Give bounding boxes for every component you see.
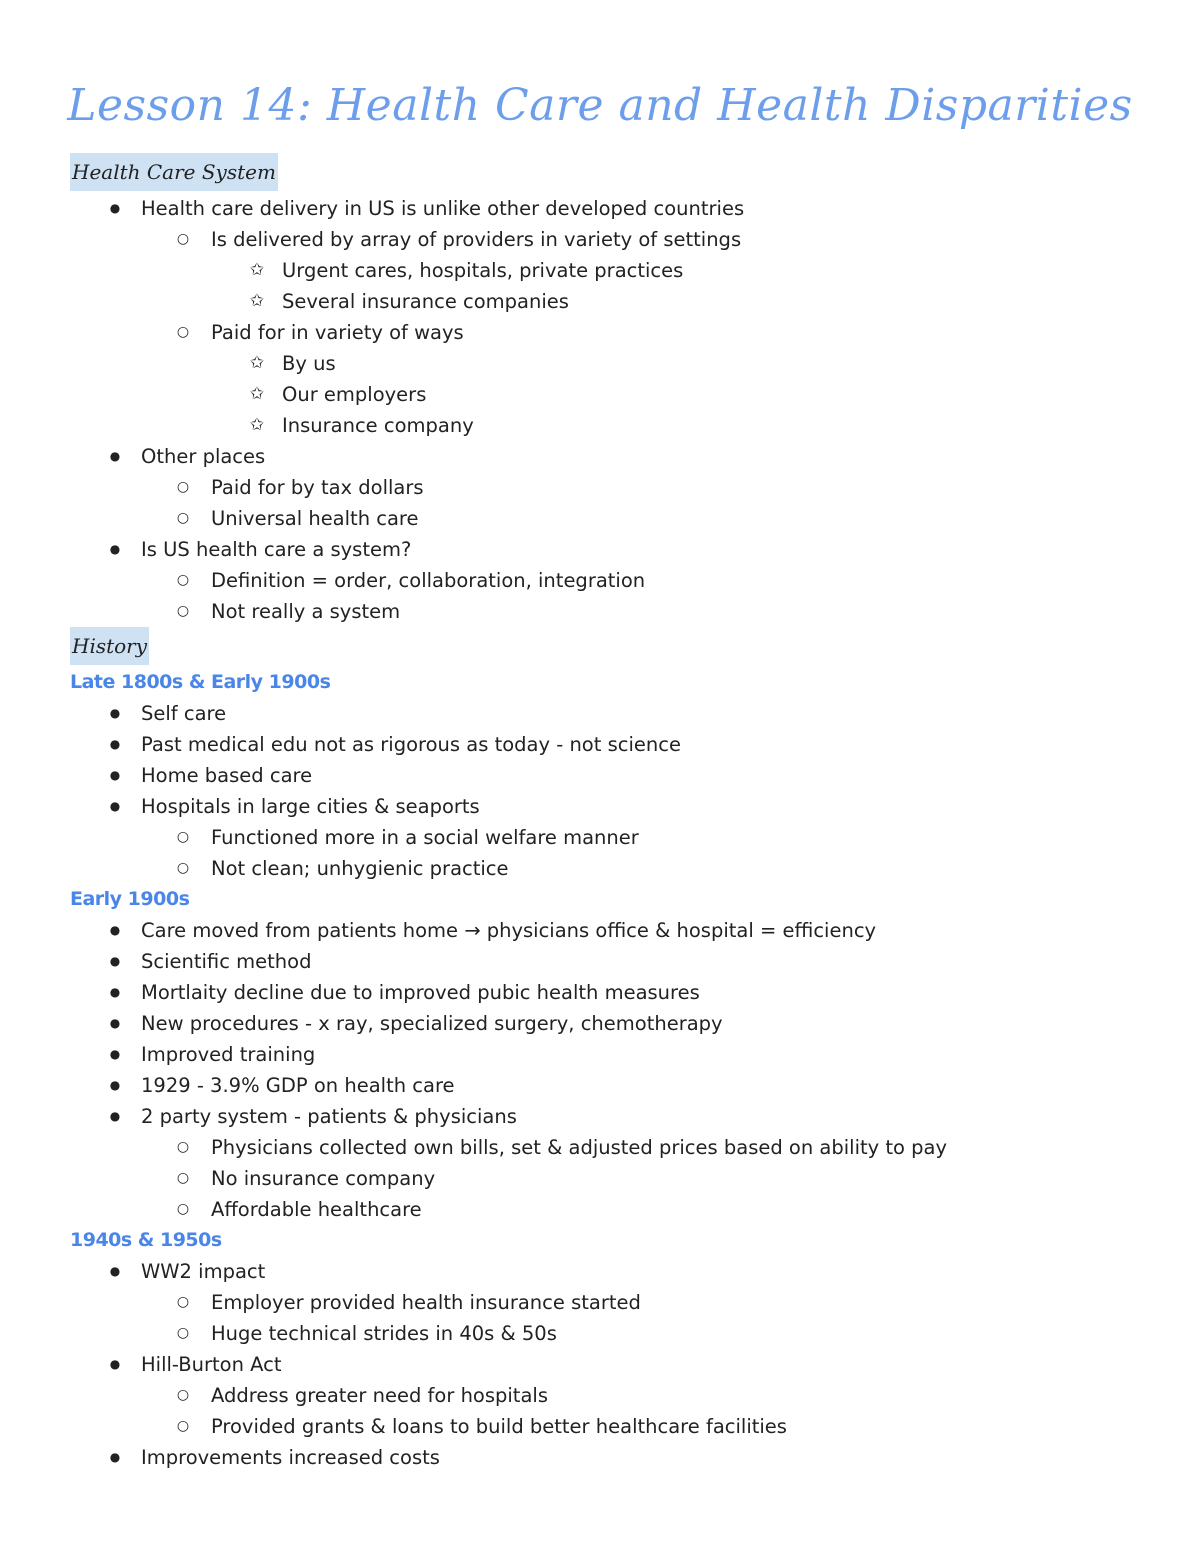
circle-bullet-icon: ○	[176, 324, 190, 340]
list-item-text: Improvements increased costs	[141, 1446, 440, 1469]
list-item	[70, 1132, 1150, 1163]
list-item	[70, 1411, 1150, 1442]
list-item	[70, 1442, 1150, 1473]
bullet-icon: ●	[109, 706, 121, 720]
list-item-text: Insurance company	[282, 414, 474, 437]
list-item-text: Past medical edu not as rigorous as today - not science	[141, 733, 681, 756]
list-item	[70, 379, 1150, 410]
bullet-icon: ●	[109, 737, 121, 751]
list-item	[70, 1163, 1150, 1194]
circle-bullet-icon: ○	[176, 603, 190, 619]
star-bullet-icon: ✩	[249, 353, 265, 373]
list-item	[70, 915, 1150, 946]
section-heading-history: History	[70, 627, 149, 665]
list-item-text: Our employers	[282, 383, 427, 406]
list-item	[70, 534, 1150, 565]
subheading-1940s-1950s: 1940s & 1950s	[70, 1229, 222, 1251]
list-item-text: New procedures - x ray, specialized surgery, chemotherapy	[141, 1012, 723, 1035]
list-item	[70, 1318, 1150, 1349]
list-item	[70, 791, 1150, 822]
list-item	[70, 729, 1150, 760]
list-item-text: Not clean; unhygienic practice	[211, 857, 509, 880]
list-item	[70, 1287, 1150, 1318]
list-item	[70, 1039, 1150, 1070]
list-item	[70, 946, 1150, 977]
list-item	[70, 822, 1150, 853]
list-item	[70, 472, 1150, 503]
star-bullet-icon: ✩	[249, 291, 265, 311]
list-item-text: Urgent cares, hospitals, private practices	[282, 259, 684, 282]
list-item	[70, 853, 1150, 884]
circle-bullet-icon: ○	[176, 860, 190, 876]
list-item-text: Definition = order, collaboration, integration	[211, 569, 646, 592]
circle-bullet-icon: ○	[176, 572, 190, 588]
list-item	[70, 1101, 1150, 1132]
page-title: Lesson 14: Health Care and Health Disparities	[67, 80, 1133, 131]
circle-bullet-icon: ○	[176, 1325, 190, 1341]
list-item	[70, 410, 1150, 441]
list-item	[70, 286, 1150, 317]
list-item-text: Address greater need for hospitals	[211, 1384, 548, 1407]
list-item-text: By us	[282, 352, 336, 375]
star-bullet-icon: ✩	[249, 384, 265, 404]
list-item	[70, 596, 1150, 627]
list-item-text: Self care	[141, 702, 227, 725]
list-item	[70, 503, 1150, 534]
list-item-text: Mortlaity decline due to improved pubic health measures	[141, 981, 700, 1004]
star-bullet-icon: ✩	[249, 415, 265, 435]
list-item-text: Paid for by tax dollars	[211, 476, 424, 499]
list-item-text: Provided grants & loans to build better healthcare facilities	[211, 1415, 787, 1438]
circle-bullet-icon: ○	[176, 1139, 190, 1155]
circle-bullet-icon: ○	[176, 231, 190, 247]
list-item	[70, 1380, 1150, 1411]
list-item-text: Hospitals in large cities & seaports	[141, 795, 480, 818]
list-item-text: Is delivered by array of providers in variety of settings	[211, 228, 742, 251]
list-item-text: Employer provided health insurance started	[211, 1291, 641, 1314]
list-item-text: Hill-Burton Act	[141, 1353, 282, 1376]
list-item	[70, 255, 1150, 286]
circle-bullet-icon: ○	[176, 510, 190, 526]
circle-bullet-icon: ○	[176, 1170, 190, 1186]
star-bullet-icon: ✩	[249, 260, 265, 280]
list-item	[70, 317, 1150, 348]
list-item-text: 1929 - 3.9% GDP on health care	[141, 1074, 455, 1097]
bullet-icon: ●	[109, 768, 121, 782]
notes-body	[70, 153, 1150, 1473]
circle-bullet-icon: ○	[176, 1387, 190, 1403]
list-item	[70, 565, 1150, 596]
list-item-text: Several insurance companies	[282, 290, 569, 313]
list-item-text: Universal health care	[211, 507, 419, 530]
list-item-text: Paid for in variety of ways	[211, 321, 464, 344]
bullet-icon: ●	[109, 1078, 121, 1092]
list-item-text: Improved training	[141, 1043, 316, 1066]
bullet-icon: ●	[109, 799, 121, 813]
bullet-icon: ●	[109, 1450, 121, 1464]
list-item	[70, 348, 1150, 379]
list-item	[70, 1008, 1150, 1039]
bullet-icon: ●	[109, 1357, 121, 1371]
list-item-text: No insurance company	[211, 1167, 436, 1190]
list-item-text: 2 party system - patients & physicians	[141, 1105, 517, 1128]
bullet-icon: ●	[109, 1109, 121, 1123]
circle-bullet-icon: ○	[176, 1201, 190, 1217]
circle-bullet-icon: ○	[176, 1418, 190, 1434]
bullet-icon: ●	[109, 985, 121, 999]
list-item	[70, 977, 1150, 1008]
bullet-icon: ●	[109, 201, 121, 215]
list-item	[70, 224, 1150, 255]
list-item-text: Huge technical strides in 40s & 50s	[211, 1322, 557, 1345]
bullet-icon: ●	[109, 1047, 121, 1061]
list-item-text: Is US health care a system?	[141, 538, 412, 561]
list-item-text: Functioned more in a social welfare manner	[211, 826, 639, 849]
list-item-text: Other places	[141, 445, 266, 468]
list-item	[70, 1070, 1150, 1101]
list-item-text: Not really a system	[211, 600, 401, 623]
subheading-early-1900s: Early 1900s	[70, 888, 190, 910]
list-item-text: Scientific method	[141, 950, 312, 973]
circle-bullet-icon: ○	[176, 829, 190, 845]
subheading-late-1800s: Late 1800s & Early 1900s	[70, 671, 331, 693]
list-item-text: Physicians collected own bills, set & adjusted prices based on ability to pay	[211, 1136, 948, 1159]
bullet-icon: ●	[109, 954, 121, 968]
bullet-icon: ●	[109, 542, 121, 556]
bullet-icon: ●	[109, 1016, 121, 1030]
circle-bullet-icon: ○	[176, 1294, 190, 1310]
list-item-text: Care moved from patients home → physicians office & hospital = efficiency	[141, 919, 877, 942]
list-item-text: WW2 impact	[141, 1260, 266, 1283]
list-item	[70, 193, 1150, 224]
list-item-text: Affordable healthcare	[211, 1198, 422, 1221]
bullet-icon: ●	[109, 923, 121, 937]
bullet-icon: ●	[109, 449, 121, 463]
list-item	[70, 1256, 1150, 1287]
list-item	[70, 698, 1150, 729]
list-item	[70, 760, 1150, 791]
circle-bullet-icon: ○	[176, 479, 190, 495]
list-item	[70, 1194, 1150, 1225]
list-item	[70, 441, 1150, 472]
list-item-text: Health care delivery in US is unlike other developed countries	[141, 197, 745, 220]
list-item-text: Home based care	[141, 764, 313, 787]
section-heading-health-care-system: Health Care System	[70, 153, 278, 191]
list-item	[70, 1349, 1150, 1380]
bullet-icon: ●	[109, 1264, 121, 1278]
